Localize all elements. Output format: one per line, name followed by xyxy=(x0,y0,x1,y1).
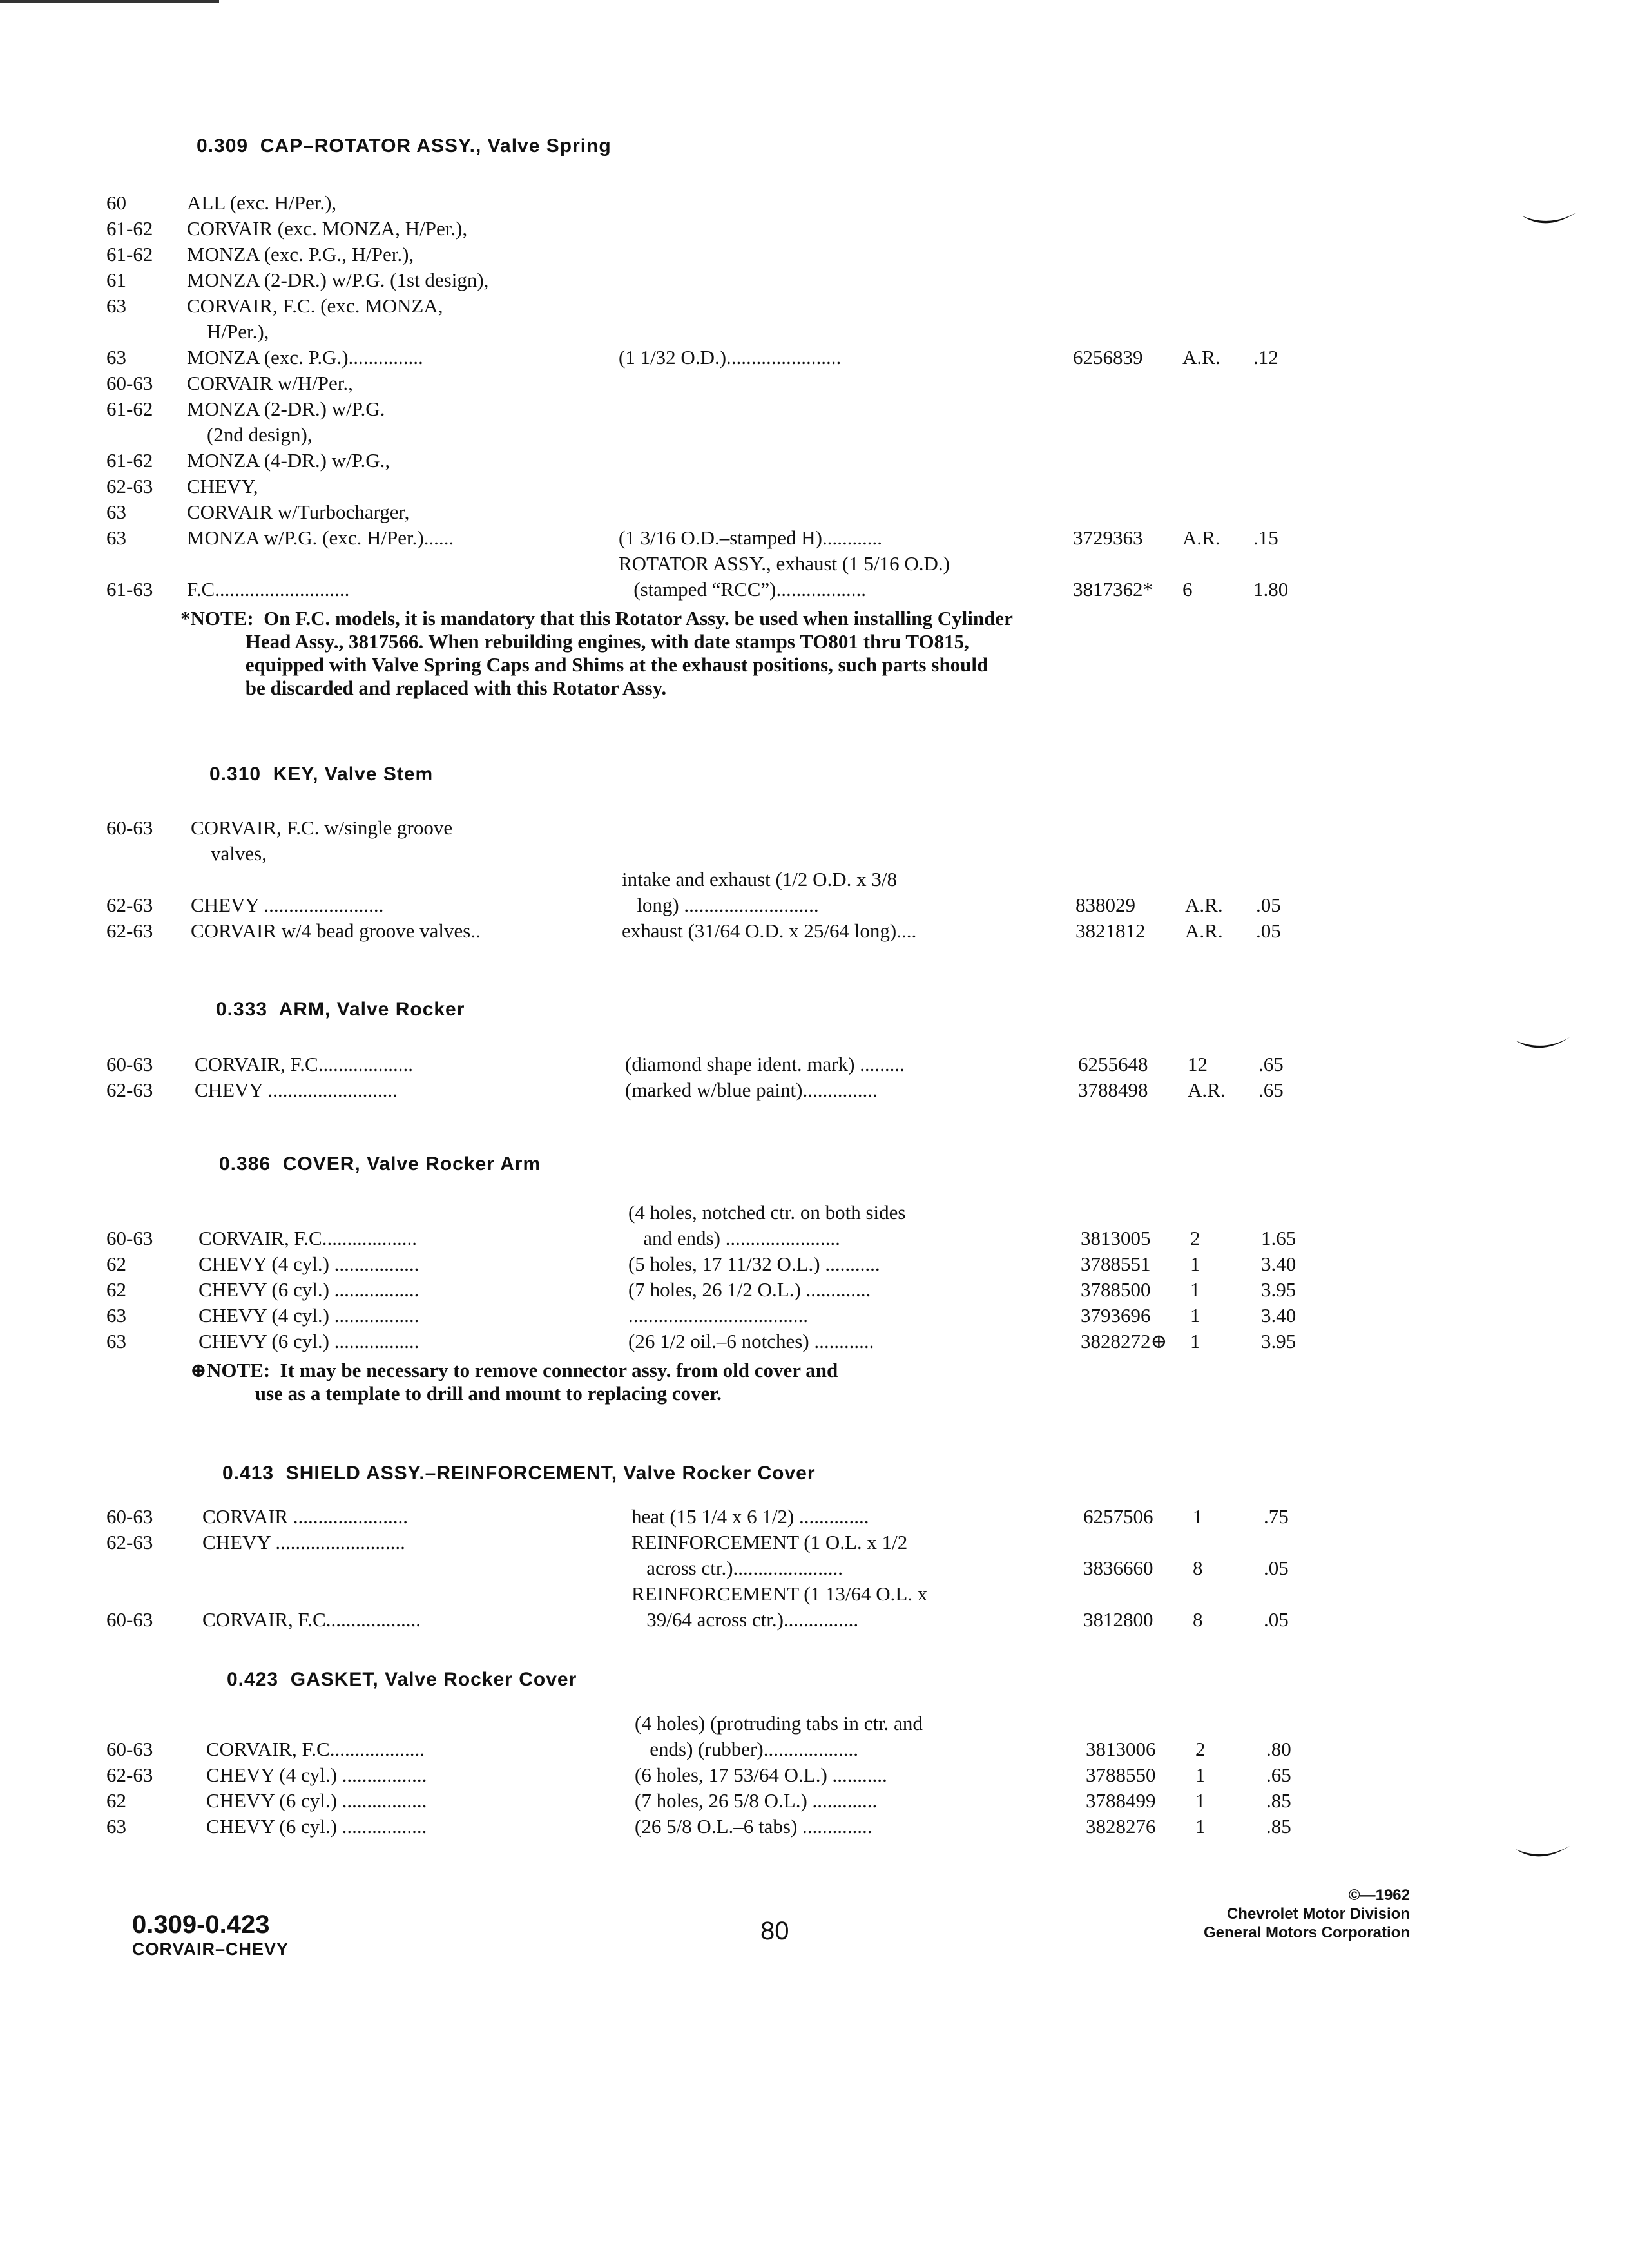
row-years: 60-63 xyxy=(106,1053,153,1075)
row-models: CORVAIR (exc. MONZA, H/Per.), xyxy=(187,217,468,240)
row-quantity: A.R. xyxy=(1182,346,1220,369)
row-models: CORVAIR ....................... xyxy=(202,1505,409,1528)
row-quantity: 12 xyxy=(1188,1053,1208,1075)
section-heading: 0.333 ARM, Valve Rocker xyxy=(216,999,465,1020)
row-years: 61 xyxy=(106,269,126,291)
row-description: exhaust (31/64 O.D. x 25/64 long).... xyxy=(622,919,917,942)
binder-mark-icon xyxy=(1514,1034,1572,1060)
row-price: .05 xyxy=(1256,919,1281,942)
row-years: 60-63 xyxy=(106,372,153,394)
row-description: (7 holes, 26 1/2 O.L.) ............. xyxy=(628,1278,871,1301)
row-years: 62 xyxy=(106,1253,126,1275)
row-years: 60-63 xyxy=(106,816,153,839)
row-quantity: 1 xyxy=(1190,1304,1200,1327)
row-models: MONZA w/P.G. (exc. H/Per.)...... xyxy=(187,526,454,549)
row-years: 62-63 xyxy=(106,1079,153,1101)
row-price: 3.40 xyxy=(1261,1304,1296,1327)
row-years: 60 xyxy=(106,191,126,214)
row-part-number: 3788498 xyxy=(1078,1079,1148,1101)
row-models: (2nd design), xyxy=(187,423,313,446)
row-models: MONZA (4-DR.) w/P.G., xyxy=(187,449,390,472)
row-part-number: 3729363 xyxy=(1073,526,1143,549)
row-quantity: 6 xyxy=(1182,578,1193,601)
row-quantity: 2 xyxy=(1190,1227,1200,1249)
row-description: and ends) ....................... xyxy=(628,1227,840,1249)
row-description: REINFORCEMENT (1 O.L. x 1/2 xyxy=(631,1531,908,1553)
row-years: 60-63 xyxy=(106,1227,153,1249)
row-part-number: 838029 xyxy=(1075,894,1135,916)
publisher-corporation: General Motors Corporation xyxy=(1203,1924,1410,1941)
row-models: CORVAIR, F.C................... xyxy=(202,1608,421,1631)
row-models: CORVAIR, F.C................... xyxy=(206,1738,425,1760)
row-description: (26 1/2 oil.–6 notches) ............ xyxy=(628,1330,874,1352)
row-quantity: 1 xyxy=(1190,1278,1200,1301)
row-price: .65 xyxy=(1258,1079,1284,1101)
row-price: .05 xyxy=(1256,894,1281,916)
row-price: .85 xyxy=(1266,1815,1291,1838)
row-price: .05 xyxy=(1264,1557,1289,1579)
section-note: equipped with Valve Spring Caps and Shims at the exhaust positions, such parts should xyxy=(180,653,988,676)
row-part-number: 3813005 xyxy=(1081,1227,1151,1249)
row-models: CHEVY (6 cyl.) ................. xyxy=(206,1789,427,1812)
row-description: long) ........................... xyxy=(622,894,819,916)
row-price: .75 xyxy=(1264,1505,1289,1528)
row-models: CHEVY (4 cyl.) ................. xyxy=(198,1304,419,1327)
row-models: CORVAIR, F.C................... xyxy=(198,1227,417,1249)
row-models: ALL (exc. H/Per.), xyxy=(187,191,337,214)
row-years: 61-63 xyxy=(106,578,153,601)
row-part-number: 3793696 xyxy=(1081,1304,1151,1327)
row-description: (5 holes, 17 11/32 O.L.) ........... xyxy=(628,1253,880,1275)
row-price: 1.80 xyxy=(1253,578,1289,601)
row-description: intake and exhaust (1/2 O.D. x 3/8 xyxy=(622,868,898,890)
row-part-number: 6257506 xyxy=(1083,1505,1153,1528)
row-quantity: A.R. xyxy=(1188,1079,1226,1101)
row-part-number: 3788550 xyxy=(1086,1763,1156,1786)
row-price: 3.95 xyxy=(1261,1278,1296,1301)
row-models: CORVAIR, F.C. (exc. MONZA, xyxy=(187,294,443,317)
row-models: CORVAIR w/Turbocharger, xyxy=(187,501,410,523)
row-quantity: 1 xyxy=(1193,1505,1203,1528)
section-heading: 0.413 SHIELD ASSY.–REINFORCEMENT, Valve Rocker Cover xyxy=(222,1463,816,1484)
row-quantity: 2 xyxy=(1195,1738,1206,1760)
row-price: 3.95 xyxy=(1261,1330,1296,1352)
row-models: CHEVY (4 cyl.) ................. xyxy=(206,1763,427,1786)
row-years: 62-63 xyxy=(106,475,153,497)
row-description: (1 1/32 O.D.)....................... xyxy=(619,346,842,369)
row-years: 63 xyxy=(106,294,126,317)
row-part-number: 3821812 xyxy=(1075,919,1146,942)
row-years: 63 xyxy=(106,526,126,549)
row-years: 61-62 xyxy=(106,217,153,240)
row-description: .................................... xyxy=(628,1304,808,1327)
row-models: valves, xyxy=(191,842,267,865)
row-price: .80 xyxy=(1266,1738,1291,1760)
row-quantity: A.R. xyxy=(1182,526,1220,549)
row-description: (6 holes, 17 53/64 O.L.) ........... xyxy=(635,1763,887,1786)
footer-section-code: 0.309-0.423 xyxy=(132,1910,270,1939)
row-description: (26 5/8 O.L.–6 tabs) .............. xyxy=(635,1815,872,1838)
row-years: 63 xyxy=(106,1304,126,1327)
row-years: 61-62 xyxy=(106,449,153,472)
row-models: CORVAIR w/H/Per., xyxy=(187,372,353,394)
row-years: 62-63 xyxy=(106,1531,153,1553)
row-years: 63 xyxy=(106,501,126,523)
footer-subtitle: CORVAIR–CHEVY xyxy=(132,1939,289,1959)
row-description: (diamond shape ident. mark) ......... xyxy=(625,1053,905,1075)
section-note: use as a template to drill and mount to replacing cover. xyxy=(190,1382,722,1405)
section-heading: 0.386 COVER, Valve Rocker Arm xyxy=(219,1153,541,1175)
row-quantity: A.R. xyxy=(1185,919,1223,942)
row-description: (marked w/blue paint)............... xyxy=(625,1079,878,1101)
section-note: be discarded and replaced with this Rotator Assy. xyxy=(180,677,667,699)
row-part-number: 3828276 xyxy=(1086,1815,1156,1838)
section-heading: 0.309 CAP–ROTATOR ASSY., Valve Spring xyxy=(197,135,612,157)
row-part-number: 3788499 xyxy=(1086,1789,1156,1812)
row-quantity: 1 xyxy=(1195,1789,1206,1812)
row-quantity: A.R. xyxy=(1185,894,1223,916)
row-price: .05 xyxy=(1264,1608,1289,1631)
row-models: MONZA (exc. P.G., H/Per.), xyxy=(187,243,414,265)
row-models: CORVAIR, F.C................... xyxy=(195,1053,413,1075)
row-years: 61-62 xyxy=(106,398,153,420)
row-description: (stamped “RCC”).................. xyxy=(619,578,867,601)
top-rule xyxy=(0,0,219,3)
binder-mark-icon xyxy=(1514,1843,1572,1869)
row-years: 63 xyxy=(106,346,126,369)
row-price: 3.40 xyxy=(1261,1253,1296,1275)
row-models: CHEVY .......................... xyxy=(202,1531,405,1553)
row-description: 39/64 across ctr.)............... xyxy=(631,1608,859,1631)
row-models: CORVAIR w/4 bead groove valves.. xyxy=(191,919,481,942)
row-years: 62-63 xyxy=(106,1763,153,1786)
row-quantity: 1 xyxy=(1195,1763,1206,1786)
row-price: .15 xyxy=(1253,526,1278,549)
row-models: MONZA (exc. P.G.)............... xyxy=(187,346,423,369)
row-years: 61-62 xyxy=(106,243,153,265)
row-description: (7 holes, 26 5/8 O.L.) ............. xyxy=(635,1789,878,1812)
row-part-number: 3817362* xyxy=(1073,578,1153,601)
row-price: 1.65 xyxy=(1261,1227,1296,1249)
row-quantity: 1 xyxy=(1190,1330,1200,1352)
row-models: MONZA (2-DR.) w/P.G. xyxy=(187,398,385,420)
row-years: 60-63 xyxy=(106,1738,153,1760)
row-price: .65 xyxy=(1258,1053,1284,1075)
row-quantity: 1 xyxy=(1190,1253,1200,1275)
row-price: .85 xyxy=(1266,1789,1291,1812)
publisher-division: Chevrolet Motor Division xyxy=(1226,1905,1410,1923)
row-models: H/Per.), xyxy=(187,320,269,343)
row-description: ends) (rubber)................... xyxy=(635,1738,858,1760)
row-price: .65 xyxy=(1266,1763,1291,1786)
row-part-number: 6255648 xyxy=(1078,1053,1148,1075)
section-note: Head Assy., 3817566. When rebuilding engines, with date stamps TO801 thru TO815, xyxy=(180,630,969,653)
row-models: CHEVY ........................ xyxy=(191,894,384,916)
row-description: (4 holes) (protruding tabs in ctr. and xyxy=(635,1712,923,1735)
section-note: ⊕NOTE: It may be necessary to remove connector assy. from old cover and xyxy=(190,1359,838,1381)
page-number: 80 xyxy=(760,1917,789,1945)
row-quantity: 8 xyxy=(1193,1557,1203,1579)
row-years: 63 xyxy=(106,1330,126,1352)
row-models: CHEVY .......................... xyxy=(195,1079,398,1101)
row-years: 60-63 xyxy=(106,1505,153,1528)
row-models: MONZA (2-DR.) w/P.G. (1st design), xyxy=(187,269,489,291)
binder-mark-icon xyxy=(1521,209,1579,235)
row-part-number: 3828272⊕ xyxy=(1081,1330,1168,1352)
row-part-number: 3788500 xyxy=(1081,1278,1151,1301)
row-models: CHEVY, xyxy=(187,475,258,497)
row-description: heat (15 1/4 x 6 1/2) .............. xyxy=(631,1505,869,1528)
row-price: .12 xyxy=(1253,346,1278,369)
row-years: 62-63 xyxy=(106,894,153,916)
row-part-number: 3788551 xyxy=(1081,1253,1151,1275)
row-part-number: 3813006 xyxy=(1086,1738,1156,1760)
row-description: REINFORCEMENT (1 13/64 O.L. x xyxy=(631,1582,928,1605)
row-years: 60-63 xyxy=(106,1608,153,1631)
row-models: CHEVY (6 cyl.) ................. xyxy=(206,1815,427,1838)
row-models: CHEVY (6 cyl.) ................. xyxy=(198,1278,419,1301)
row-years: 62-63 xyxy=(106,919,153,942)
row-models: F.C........................... xyxy=(187,578,350,601)
row-description: (4 holes, notched ctr. on both sides xyxy=(628,1201,906,1224)
row-years: 62 xyxy=(106,1789,126,1812)
row-years: 62 xyxy=(106,1278,126,1301)
row-years: 63 xyxy=(106,1815,126,1838)
row-part-number: 3812800 xyxy=(1083,1608,1153,1631)
copyright-mark: ©—1962 xyxy=(1348,1887,1410,1904)
section-note: *NOTE: On F.C. models, it is mandatory that this Rotator Assy. be used when installing Cylinder xyxy=(180,607,1013,629)
section-heading: 0.423 GASKET, Valve Rocker Cover xyxy=(227,1669,577,1690)
row-models: CORVAIR, F.C. w/single groove xyxy=(191,816,453,839)
row-quantity: 1 xyxy=(1195,1815,1206,1838)
section-heading: 0.310 KEY, Valve Stem xyxy=(209,764,434,785)
row-description: (1 3/16 O.D.–stamped H)............ xyxy=(619,526,882,549)
row-description: across ctr.)...................... xyxy=(631,1557,843,1579)
row-models: CHEVY (4 cyl.) ................. xyxy=(198,1253,419,1275)
row-part-number: 6256839 xyxy=(1073,346,1143,369)
row-quantity: 8 xyxy=(1193,1608,1203,1631)
row-part-number: 3836660 xyxy=(1083,1557,1153,1579)
row-description: ROTATOR ASSY., exhaust (1 5/16 O.D.) xyxy=(619,552,950,575)
row-models: CHEVY (6 cyl.) ................. xyxy=(198,1330,419,1352)
